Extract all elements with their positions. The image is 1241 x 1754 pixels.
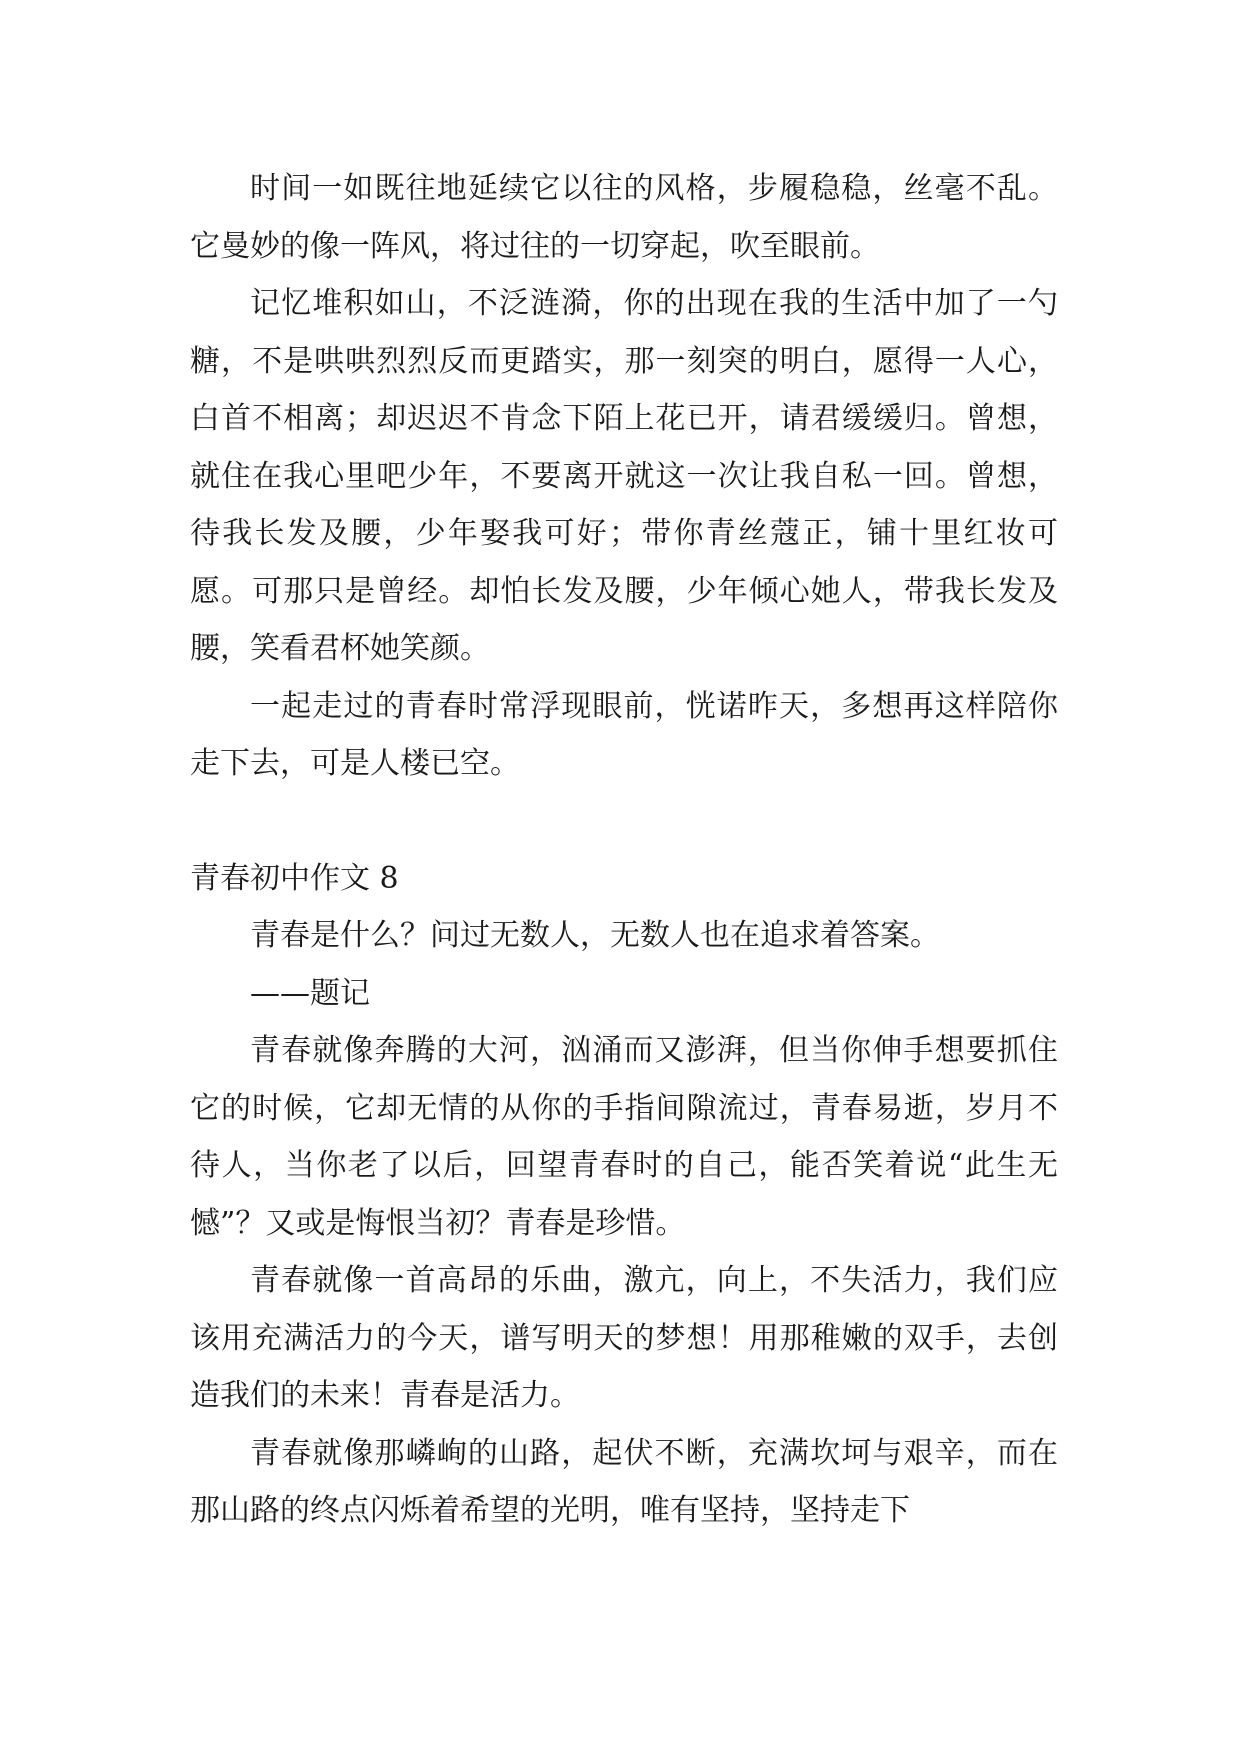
paragraph-time: 时间一如既往地延续它以往的风格，步履稳稳，丝毫不乱。它曼妙的像一阵风，将过往的一切穿起，吹至眼前。 (190, 171, 1058, 264)
section-title: 青春初中作文 8 (190, 860, 399, 896)
paragraph-memory: 记忆堆积如山，不泛涟漪，你的出现在我的生活中加了一勺糖，不是哄哄烈烈反而更踏实，那一刻突的明白，愿得一人心，白首不相离；却迟迟不肯念下陌上花已开，请君缓缓归。曾想，就住在我心里吧少年，不要离开就这一次让我自私一回。曾想，待我长发及腰，少年娶我可好；带你青丝蔻正，铺十里红妆可愿。可那只是曾经。却怕长发及腰，少年倾心她人，带我长发及腰，笑看君杯她笑颜。 (190, 286, 1058, 666)
paragraph-epigraph: ——题记 (250, 975, 370, 1011)
paragraph-river: 青春就像奔腾的大河，汹涌而又澎湃，但当你伸手想要抓住它的时候，它却无情的从你的手指间隙流过，青春易逝，岁月不待人，当你老了以后，回望青春时的自己，能否笑着说“此生无憾”？又或是悔恨当初？青春是珍惜。 (190, 1033, 1058, 1241)
document-page (190, 160, 1058, 1540)
paragraph-youth-together: 一起走过的青春时常浮现眼前，恍诺昨天，多想再这样陪你走下去，可是人楼已空。 (190, 688, 1058, 781)
paragraph-what-is-youth: 青春是什么？问过无数人，无数人也在追求着答案。 (250, 918, 940, 953)
paragraph-mountain-road: 青春就像那嶙峋的山路，起伏不断，充满坎坷与艰辛，而在那山路的终点闪烁着希望的光明，唯有坚持，坚持走下 (190, 1435, 1058, 1528)
paragraph-music: 青春就像一首高昂的乐曲，激亢，向上，不失活力，我们应该用充满活力的今天，谱写明天的梦想！用那稚嫩的双手，去创造我们的未来！青春是活力。 (190, 1263, 1058, 1413)
